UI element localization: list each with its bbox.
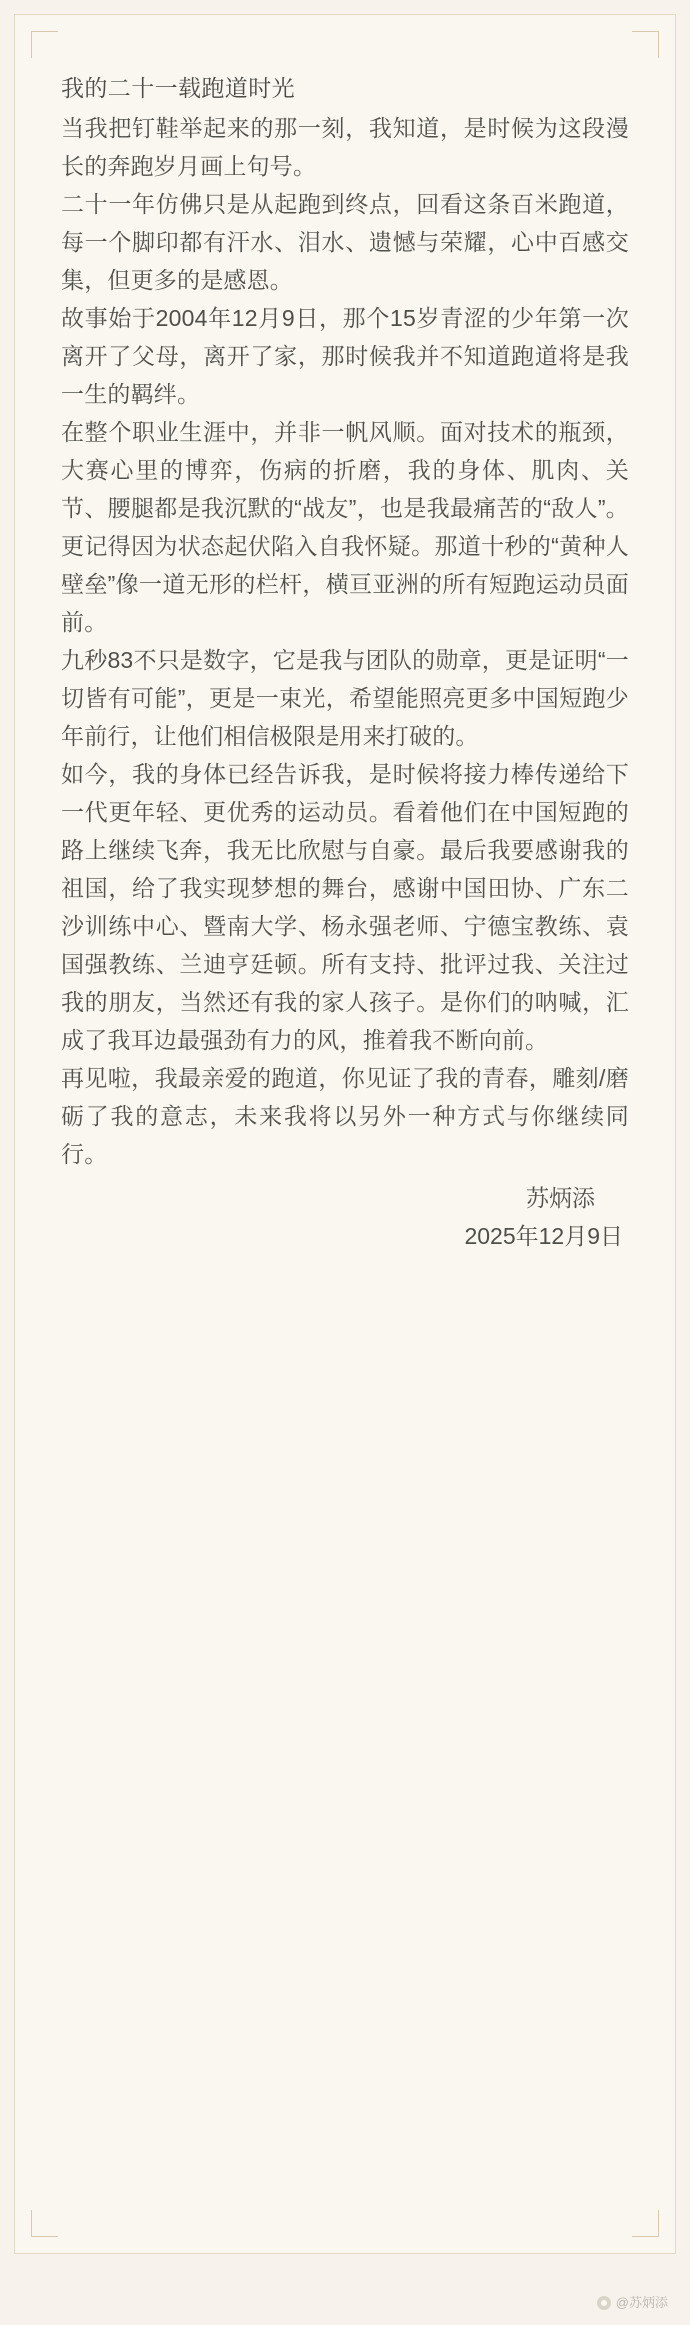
weibo-watermark bbox=[597, 2295, 668, 2311]
paragraph-2: 二十一年仿佛只是从起跑到终点，回看这条百米跑道，每一个脚印都有汗水、泪水、遗憾与荣耀，心中百感交集，但更多的是感恩。 bbox=[61, 191, 629, 293]
watermark-label: @苏炳添 bbox=[615, 2295, 668, 2310]
paragraph-1: 当我把钉鞋举起来的那一刻，我知道，是时候为这段漫长的奔跑岁月画上句号。 bbox=[61, 115, 629, 179]
signature-name: 苏炳添 bbox=[526, 1185, 595, 1211]
letter-sheet bbox=[14, 14, 676, 2254]
paragraph-5: 九秒83不只是数字，它是我与团队的勋章，更是证明“一切皆有可能”，更是一束光，希望能照亮更多中国短跑少年前行，让他们相信极限是用来打破的。 bbox=[61, 647, 629, 749]
weibo-logo-icon bbox=[597, 2296, 611, 2310]
paragraph-6: 如今，我的身体已经告诉我，是时候将接力棒传递给下一代更年轻、更优秀的运动员。看着他们在中国短跑的路上继续飞奔，我无比欣慰与自豪。最后我要感谢我的祖国，给了我实现梦想的舞台，感谢中国田协、广东二沙训练中心、暨南大学、杨永强老师、宁德宝教练、袁国强教练、兰迪亨廷顿。所有支持、批评过我、关注过我的朋友，当然还有我的家人孩子。是你们的呐喊，汇成了我耳边最强劲有力的风，推着我不断向前。 bbox=[61, 761, 629, 1053]
corner-mark-bottom-left-icon bbox=[31, 2210, 58, 2237]
paragraph-4: 在整个职业生涯中，并非一帆风顺。面对技术的瓶颈，大赛心里的博弈，伤病的折磨，我的身体、肌肉、关节、腰腿都是我沉默的“战友”，也是我最痛苦的“敌人”。更记得因为状态起伏陷入自我怀疑。那道十秒的“黄种人壁垒”像一道无形的栏杆，横亘亚洲的所有短跑运动员面前。 bbox=[61, 419, 629, 635]
corner-mark-top-right-icon bbox=[632, 31, 659, 58]
paragraph-7: 再见啦，我最亲爱的跑道，你见证了我的青春，雕刻/磨砺了我的意志，未来我将以另外一种方式与你继续同行。 bbox=[61, 1065, 629, 1167]
page-title: 我的二十一载跑道时光 bbox=[61, 75, 295, 101]
corner-mark-top-left-icon bbox=[31, 31, 58, 58]
corner-mark-bottom-right-icon bbox=[632, 2210, 659, 2237]
signature-date: 2025年12月9日 bbox=[464, 1223, 623, 1249]
signature-block bbox=[61, 1179, 629, 1255]
paragraph-3: 故事始于2004年12月9日，那个15岁青涩的少年第一次离开了父母，离开了家，那时候我并不知道跑道将是我一生的羁绊。 bbox=[61, 305, 629, 407]
